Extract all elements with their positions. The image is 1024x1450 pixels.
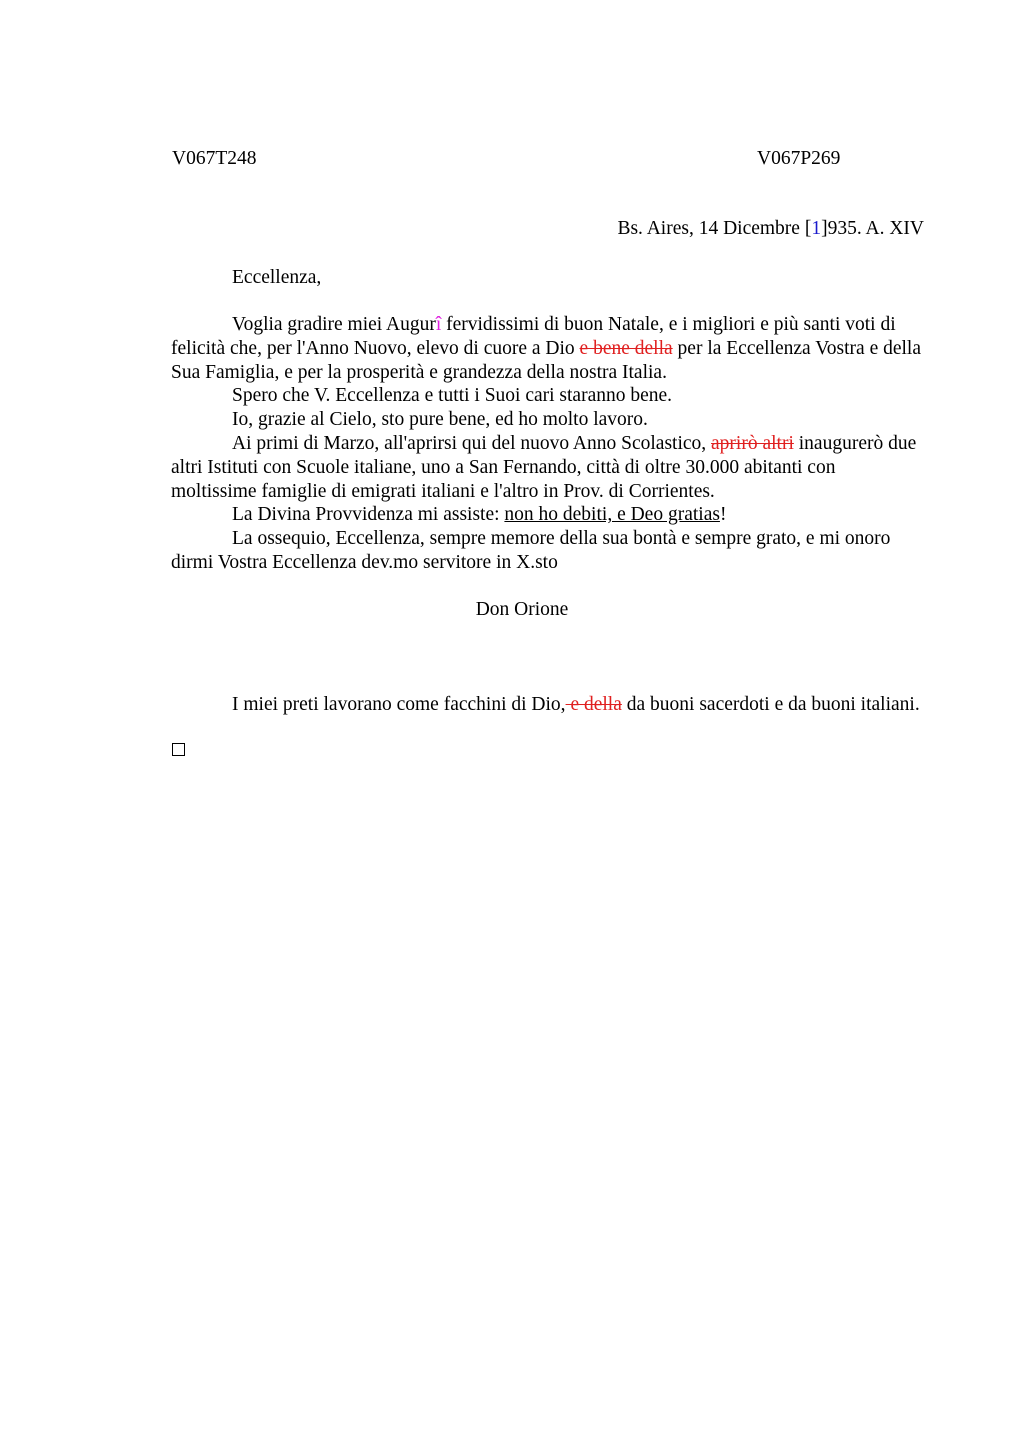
letter-body [171,313,923,575]
date-editorial-insertion: 1 [811,218,822,239]
text-run: La Divina Provvidenza mi assiste: [232,504,505,526]
text-run: Voglia gradire miei Augur [232,314,436,335]
text-run: inaugurerò due altri Istituti con Scuole italiane, uno a San Fernando, città di oltre 30.000 abitanti con moltissime famiglie di emigrati italiani e l'altro in Prov. di Corrientes. [171,432,917,502]
paragraph-postscript [171,693,923,717]
document-code-left: V067T248 [172,148,257,169]
postscript [171,693,923,717]
paragraph-institutes [171,432,923,503]
paragraph-closing: La ossequio, Eccellenza, sempre memore della sua bontà e sempre grato, e mi onoro dirmi Vostra Eccellenza dev.mo servitore in X.sto [171,528,891,573]
text-run: I miei preti lavorano come facchini di Dio, [232,694,566,715]
checkbox-square-icon [172,743,185,756]
accented-letter: î [435,314,442,335]
text-run: ! [719,504,727,526]
struck-text: aprirò altri [711,432,794,454]
underlined-text: non ho debiti, e Deo gratias [504,504,720,526]
signature: Don Orione [475,599,569,620]
struck-text: e bene della [579,337,673,359]
salutation: Eccellenza, [232,267,322,288]
paragraph-health: Io, grazie al Cielo, sto pure bene, ed ho molto lavoro. [232,409,648,431]
date-part-2: ]935. A. XIV [821,218,924,239]
text-run: Ai primi di Marzo, all'aprirsi qui del nuovo Anno Scolastico, [232,432,712,454]
text-run: per la Eccellenza Vostra e della Sua Famiglia, e per la prosperità e grandezza della nostra Italia. [171,337,921,383]
paragraph-providence [171,503,923,527]
paragraph-wishes: Spero che V. Eccellenza e tutti i Suoi cari staranno bene. [232,385,673,407]
document-code-right: V067P269 [757,148,841,169]
text-run: da buoni sacerdoti e da buoni italiani. [621,694,920,715]
paragraph-greetings [171,313,923,384]
date-part-1: Bs. Aires, 14 Dicembre [ [617,218,812,239]
letter-date [617,217,924,241]
struck-text: e della [565,694,622,715]
text-run: fervidissimi di buon Natale, e i migliori e più santi voti di felicità che, per l'Anno Nuovo, elevo di cuore a Dio [171,314,896,359]
